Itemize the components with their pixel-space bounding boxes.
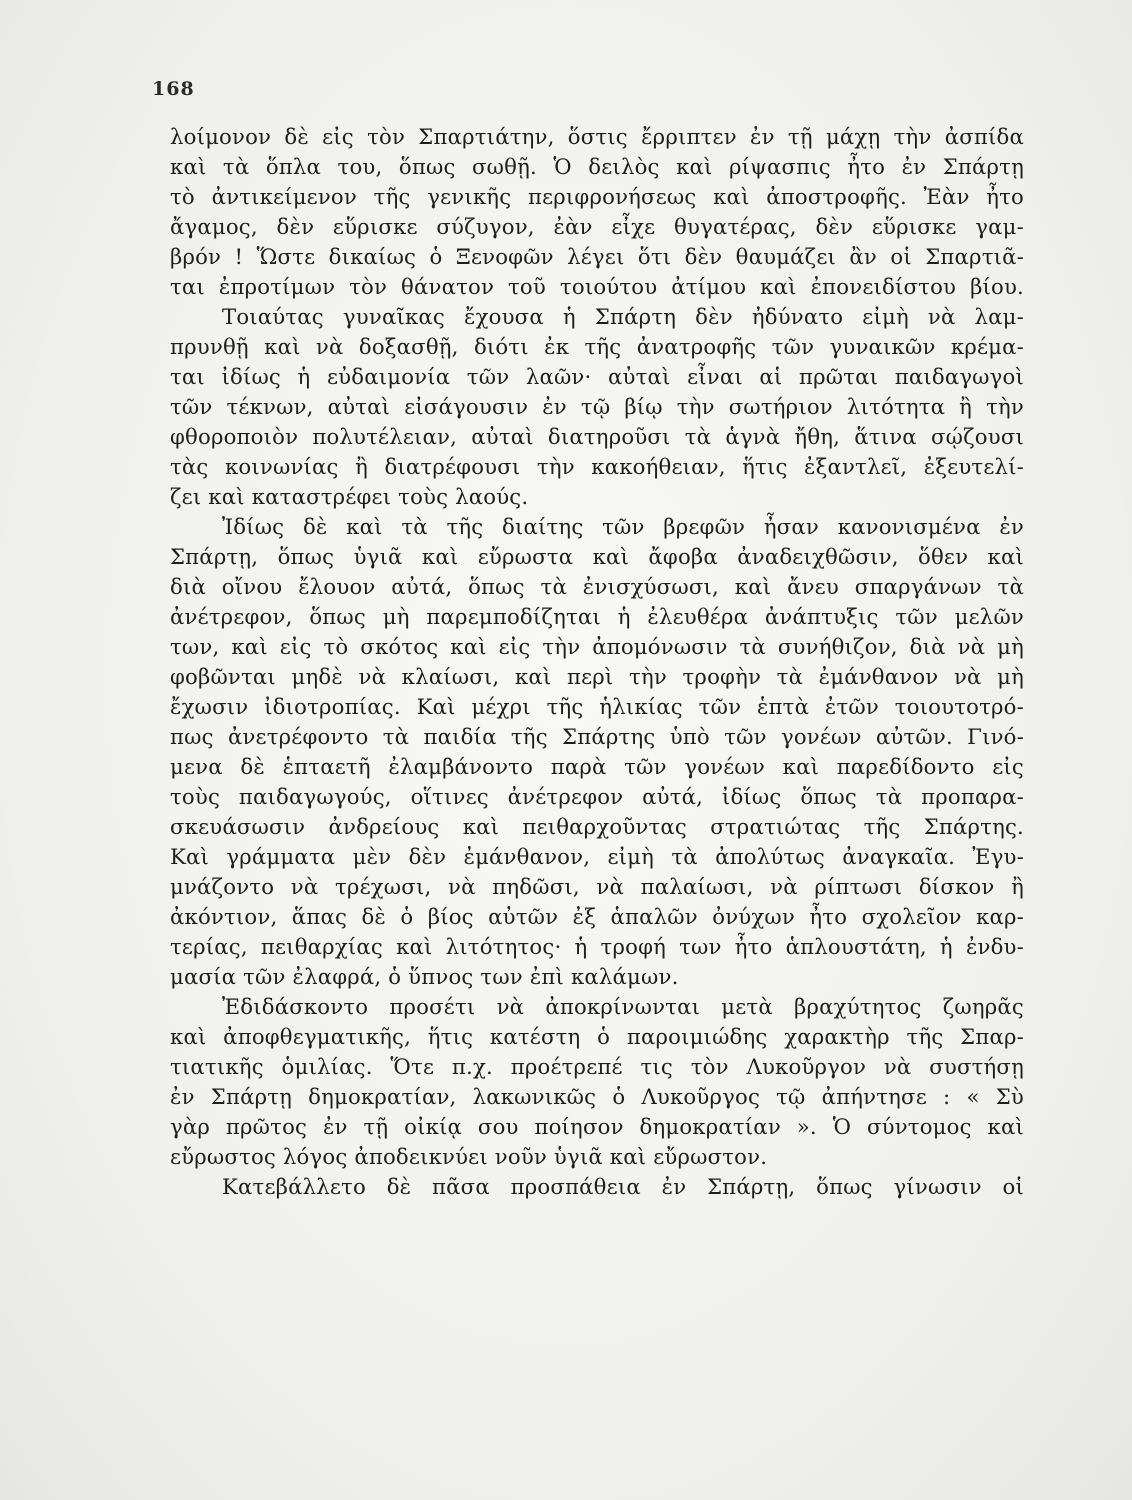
text-line: Σπάρτῃ, ὅπως ὑγιᾶ καὶ εὔρωστα καὶ ἄφοβα ἀναδειχθῶσιν, ὅθεν καὶ bbox=[170, 544, 1024, 569]
paragraph-end-line: ζει καὶ καταστρέφει τοὺς λαούς. bbox=[170, 484, 529, 509]
text-line: λοίμονον δὲ εἰς τὸν Σπαρτιάτην, ὅστις ἔρριπτεν ἐν τῇ μάχῃ τὴν ἀσπίδα bbox=[170, 124, 1024, 149]
text-line: τερίας, πειθαρχίας καὶ λιτότητος· ἡ τροφή των ἦτο ἁπλουστάτη, ἡ ἐνδυ- bbox=[170, 934, 1024, 959]
text-line: σκευάσωσιν ἀνδρείους καὶ πειθαρχοῦντας στρατιώτας τῆς Σπάρτης. bbox=[170, 814, 1024, 839]
text-line: γὰρ πρῶτος ἐν τῇ οἰκίᾳ σου ποίησον δημοκρατίαν ». Ὁ σύντομος καὶ bbox=[170, 1114, 1024, 1139]
paragraph-end-line: μασία τῶν ἐλαφρά, ὁ ὕπνος των ἐπὶ καλάμων. bbox=[170, 964, 679, 989]
paragraph-end-line: εὔρωστος λόγος ἀποδεικνύει νοῦν ὑγιᾶ καὶ εὔρωστον. bbox=[170, 1144, 768, 1169]
text-line: φθοροποιὸν πολυτέλειαν, αὐταὶ διατηροῦσι τὰ ἁγνὰ ἤθη, ἅτινα σῴζουσι bbox=[170, 424, 1024, 449]
text-line: ἀκόντιον, ἅπας δὲ ὁ βίος αὐτῶν ἐξ ἁπαλῶν ὀνύχων ἦτο σχολεῖον καρ- bbox=[170, 904, 1024, 929]
text-line: τοὺς παιδαγωγούς, οἵτινες ἀνέτρεφον αὐτά, ἰδίως ὅπως τὰ προπαρα- bbox=[170, 784, 1024, 809]
body-text bbox=[170, 122, 1024, 1202]
paragraph-start-line: Κατεβάλλετο δὲ πᾶσα προσπάθεια ἐν Σπάρτῃ, ὅπως γίνωσιν οἱ bbox=[222, 1174, 1024, 1199]
text-line: μενα δὲ ἑπταετῆ ἐλαμβάνοντο παρὰ τῶν γονέων καὶ παρεδίδοντο εἰς bbox=[170, 754, 1024, 779]
text-line: ἐν Σπάρτῃ δημοκρατίαν, λακωνικῶς ὁ Λυκοῦργος τῷ ἀπήντησε : « Σὺ bbox=[170, 1084, 1024, 1109]
text-line: βρόν ! Ὥστε δικαίως ὁ Ξενοφῶν λέγει ὅτι δὲν θαυμάζει ἂν οἱ Σπαρτιᾶ- bbox=[170, 244, 1024, 269]
text-line: ἄγαμος, δὲν εὕρισκε σύζυγον, ἐὰν εἶχε θυγατέρας, δὲν εὕρισκε γαμ- bbox=[170, 214, 1024, 239]
page-number: 168 bbox=[152, 78, 195, 100]
paragraph-start-line: Τοιαύτας γυναῖκας ἔχουσα ἡ Σπάρτη δὲν ἠδύνατο εἰμὴ νὰ λαμ- bbox=[222, 304, 1024, 329]
text-line: τιατικῆς ὁμιλίας. Ὅτε π.χ. προέτρεπέ τις τὸν Λυκοῦργον νὰ συστήσῃ bbox=[170, 1054, 1024, 1079]
text-line: ἀνέτρεφον, ὅπως μὴ παρεμποδίζηται ἡ ἐλευθέρα ἀνάπτυξις τῶν μελῶν bbox=[170, 604, 1024, 629]
text-line: ται ἰδίως ἡ εὐδαιμονία τῶν λαῶν· αὐταὶ εἶναι αἱ πρῶται παιδαγωγοὶ bbox=[170, 364, 1024, 389]
text-line: των, καὶ εἰς τὸ σκότος καὶ εἰς τὴν ἀπομόνωσιν τὰ συνήθιζον, διὰ νὰ μὴ bbox=[170, 634, 1024, 659]
text-line: τὸ ἀντικείμενον τῆς γενικῆς περιφρονήσεως καὶ ἀποστροφῆς. Ἐὰν ἦτο bbox=[170, 184, 1024, 209]
text-line: πως ἀνετρέφοντο τὰ παιδία τῆς Σπάρτης ὑπὸ τῶν γονέων αὐτῶν. Γινό- bbox=[170, 724, 1024, 749]
text-line: τῶν τέκνων, αὐταὶ εἰσάγουσιν ἐν τῷ βίῳ τὴν σωτήριον λιτότητα ἢ τὴν bbox=[170, 394, 1024, 419]
text-line: Καὶ γράμματα μὲν δὲν ἐμάνθανον, εἰμὴ τὰ ἀπολύτως ἀναγκαῖα. Ἐγυ- bbox=[170, 844, 1024, 869]
text-line: μνάζοντο νὰ τρέχωσι, νὰ πηδῶσι, νὰ παλαίωσι, νὰ ρίπτωσι δίσκον ἢ bbox=[170, 874, 1024, 899]
text-line: διὰ οἴνου ἔλουον αὐτά, ὅπως τὰ ἐνισχύσωσι, καὶ ἄνευ σπαργάνων τὰ bbox=[170, 574, 1024, 599]
paragraph-start-line: Ἐδιδάσκοντο προσέτι νὰ ἀποκρίνωνται μετὰ βραχύτητος ζωηρᾶς bbox=[222, 994, 1024, 1019]
text-line: καὶ τὰ ὅπλα του, ὅπως σωθῇ. Ὁ δειλὸς καὶ ρίψασπις ἦτο ἐν Σπάρτῃ bbox=[170, 154, 1024, 179]
text-line: πρυνθῇ καὶ νὰ δοξασθῇ, διότι ἐκ τῆς ἀνατροφῆς τῶν γυναικῶν κρέμα- bbox=[170, 334, 1024, 359]
text-line: φοβῶνται μηδὲ νὰ κλαίωσι, καὶ περὶ τὴν τροφὴν τὰ ἐμάνθανον νὰ μὴ bbox=[170, 664, 1024, 689]
text-line: καὶ ἀποφθεγματικῆς, ἥτις κατέστη ὁ παροιμιώδης χαρακτὴρ τῆς Σπαρ- bbox=[170, 1024, 1024, 1049]
paragraph-start-line: Ἰδίως δὲ καὶ τὰ τῆς διαίτης τῶν βρεφῶν ἦσαν κανονισμένα ἐν bbox=[222, 514, 1024, 539]
text-line: ἔχωσιν ἰδιοτροπίας. Καὶ μέχρι τῆς ἡλικίας τῶν ἑπτὰ ἐτῶν τοιουτοτρό- bbox=[170, 694, 1024, 719]
text-line: ται ἐπροτίμων τὸν θάνατον τοῦ τοιούτου ἀτίμου καὶ ἐπονειδίστου βίου. bbox=[170, 274, 1024, 299]
text-line: τὰς κοινωνίας ἢ διατρέφουσι τὴν κακοήθειαν, ἥτις ἐξαντλεῖ, ἐξευτελί- bbox=[170, 454, 1024, 479]
